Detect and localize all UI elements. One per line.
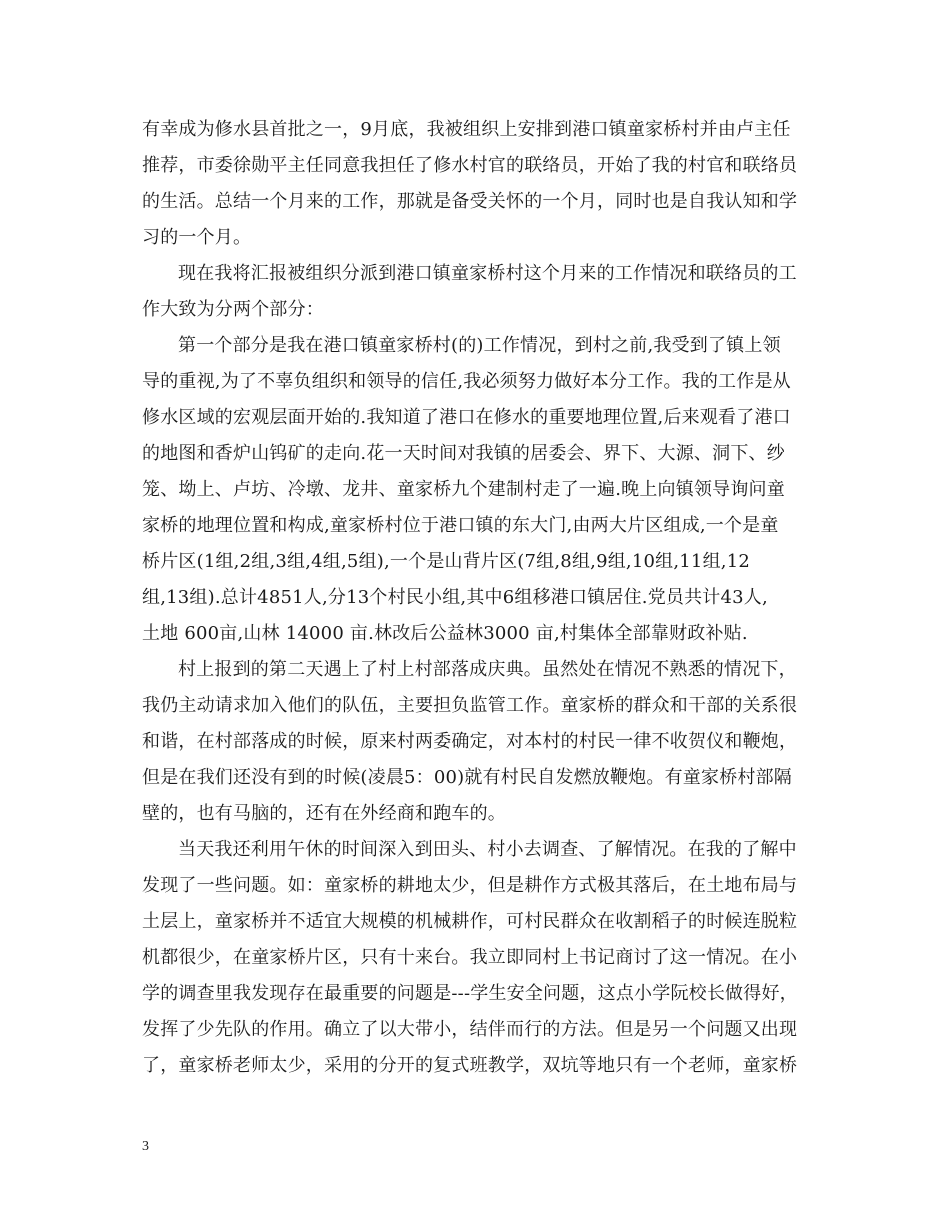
text-line: 土层上，童家桥并不适宜大规模的机械耕作，可村民群众在收割稻子的时候连脱粒 [142,911,798,932]
text-line: 壁的，也有马脑的，还有在外经商和跑车的。 [142,803,506,824]
text-line: 发挥了少先队的作用。确立了以大带小，结伴而行的方法。但是另一个问题又出现 [142,1019,798,1040]
paragraph-first-line: 村上报到的第二天遇上了村上村部落成庆典。虽然处在情况不熟悉的情况下， [178,659,797,680]
paragraph-first-line: 第一个部分是我在港口镇童家桥村(的)工作情况，到村之前,我受到了镇上领 [178,335,781,356]
paragraph-first-line: 现在我将汇报被组织分派到港口镇童家桥村这个月来的工作情况和联络员的工 [178,263,797,284]
text-line: 了，童家桥老师太少，采用的分开的复式班教学，双坑等地只有一个老师，童家桥 [142,1055,798,1076]
text-line: 的地图和香炉山钨矿的走向.花一天时间对我镇的居委会、界下、大源、洞下、纱 [142,443,785,464]
text-line: 但是在我们还没有到的时候(凌晨5：00)就有村民自发燃放鞭炮。有童家桥村部隔 [142,767,792,788]
page-number: 3 [142,1139,149,1154]
paragraph-first-line: 当天我还利用午休的时间深入到田头、村小去调查、了解情况。在我的了解中 [178,839,797,860]
text-line: 修水区域的宏观层面开始的.我知道了港口在修水的重要地理位置,后来观看了港口 [142,407,791,428]
text-line: 导的重视,为了不辜负组织和领导的信任,我必须努力做好本分工作。我的工作是从 [142,371,791,392]
text-line: 土地 600亩,山林 14000 亩.林改后公益林3000 亩,村集体全部靠财政补贴. [142,623,748,644]
text-line: 桥片区(1组,2组,3组,4组,5组),一个是山背片区(7组,8组,9组,10组,11组,12 [142,551,751,572]
text-line: 机都很少，在童家桥片区，只有十来台。我立即同村上书记商讨了这一情况。在小 [142,947,798,968]
text-line: 我仍主动请求加入他们的队伍，主要担负监管工作。童家桥的群众和干部的关系很 [142,695,798,716]
text-line: 习的一个月。 [142,227,252,248]
text-line: 发现了一些问题。如：童家桥的耕地太少，但是耕作方式极其落后，在土地布局与 [142,875,798,896]
text-line: 作大致为分两个部分： [142,299,324,320]
text-line: 推荐，市委徐勋平主任同意我担任了修水村官的联络员，开始了我的村官和联络员 [142,155,798,176]
text-line: 和谐，在村部落成的时候，原来村两委确定，对本村的村民一律不收贺仪和鞭炮， [142,731,798,752]
text-line: 组,13组).总计4851人,分13个村民小组,其中6组移港口镇居住.党员共计43人, [142,587,768,608]
text-line: 学的调查里我发现存在最重要的问题是---学生安全问题，这点小学阮校长做得好， [142,983,798,1004]
text-line: 有幸成为修水县首批之一，9月底，我被组织上安排到港口镇童家桥村并由卢主任 [142,119,791,140]
text-line: 笼、坳上、卢坊、冷墩、龙井、童家桥九个建制村走了一遍.晚上向镇领导询问童 [142,479,785,500]
text-line: 家桥的地理位置和构成,童家桥村位于港口镇的东大门,由两大片区组成,一个是童 [142,515,779,536]
text-line: 的生活。总结一个月来的工作，那就是备受关怀的一个月，同时也是自我认知和学 [142,191,798,212]
